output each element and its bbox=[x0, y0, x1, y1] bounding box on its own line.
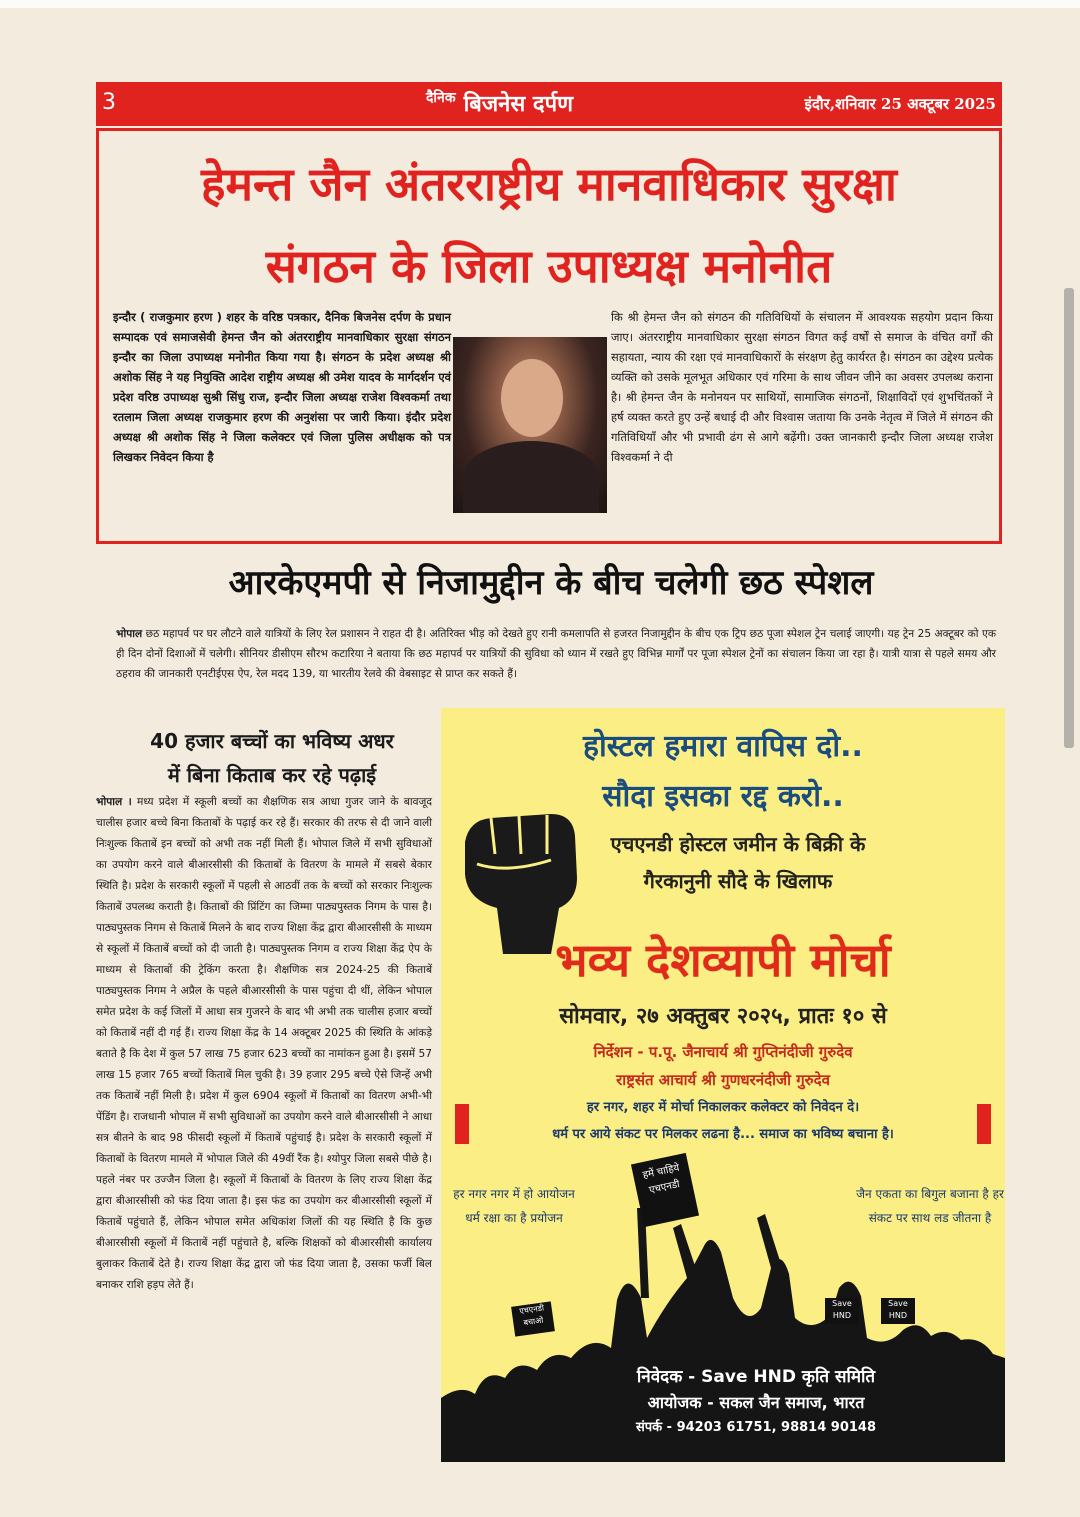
portrait-photo bbox=[453, 337, 607, 513]
poster-date: सोमवार, २७ अक्तुबर २०२५, प्रातः १० से bbox=[559, 1004, 887, 1029]
poster-right-text: जैन एकता का बिगुल बजाना है हर संकट पर साथ लड जीतना है bbox=[856, 1187, 1004, 1225]
newspaper-prefix: दैनिक bbox=[426, 90, 456, 106]
page-top-edge bbox=[0, 0, 1080, 8]
protest-poster bbox=[441, 708, 1005, 1462]
page-number: 3 bbox=[102, 90, 116, 115]
poster-line2: सौदा इसका रद्द करो.. bbox=[602, 779, 844, 814]
article3-dateline: भोपाल । bbox=[96, 796, 132, 808]
newspaper-title: बिजनेस दर्पण bbox=[463, 92, 574, 117]
poster-appeal2: धर्म पर आये संकट पर मिलकर लढना है... समाज का भविष्य बचाना है। bbox=[552, 1127, 894, 1142]
article2-text: छठ महापर्व पर घर लौटने वाले यात्रियों के लिए रेल प्रशासन ने राहत दी है। अतिरिक्त भीड़ को देखते हुए रानी कमलापति से हजरत निजामुद्दीन के बीच एक ट्रिप छठ पूजा स्पेशल ट्रेन चलाई जाएगी। यह ट्रेन 25 अक्टूबर को एक ही दिन दोनों दिशाओं में चलेगी। सीनियर डीसीएम सौरभ कटारिया ने बताया कि छठ महापर्व पर यात्रियों की सुविधा को ध्यान में रखते हुए विभिन्न मार्गों पर पूजा स्पेशल ट्रेनों का संचालन किया जा रहा है। यात्री यात्रा से पहले समय और ठहराव की जानकारी एनटीईएस ऐप, रेल मदद 139, या भारतीय रेलवे की वेबसाइट से प्राप्त कर सकते हैं। bbox=[116, 628, 996, 680]
scrollbar[interactable] bbox=[1064, 288, 1074, 748]
newspaper-name bbox=[426, 88, 573, 118]
article1-column-right: कि श्री हेमन्त जैन को संगठन की गतिविधियों के संचालन में आवश्यक सहयोग प्रदान किया जाए। अंतरराष्ट्रीय मानवाधिकार सुरक्षा संगठन विगत कई वर्षों से समाज के वंचित वर्गों की सहायता, न्याय की रक्षा एवं मानवाधिकारों के संरक्षण हेतु कार्यरत है। संगठन का उद्देश्य प्रत्येक व्यक्ति को उसके मूलभूत अधिकार एवं गरिमा के साथ जीवन जीने का अवसर उपलब्ध कराना है। श्री हेमन्त जैन के मनोनयन पर साथियों, सामाजिक संगठनों, शिक्षाविदों एवं शुभचिंतकों ने हर्ष व्यक्त करते हुए उन्हें बधाई दी और विश्वास जताया कि उनके नेतृत्व में जिले में संगठन की गतिविधियाँ और भी प्रभावी ढंग से आगे बढ़ेंगी। उक्त जानकारी इन्दौर जिला अध्यक्ष राजेश विश्वकर्मा ने दी bbox=[611, 310, 993, 464]
article2-body bbox=[116, 624, 996, 684]
placard-save-hnd-2: Save HND bbox=[881, 1298, 915, 1324]
poster-guide1: निर्देशन - प.पू. जैनाचार्य श्री गुप्तिनंदीजी गुरुदेव bbox=[593, 1043, 853, 1061]
poster-appeal1: हर नगर, शहर में मोर्चा निकालकर कलेक्टर को निवेदन दे। bbox=[586, 1100, 860, 1115]
protest-sign: हमें चाहिये एचएनडी bbox=[631, 1153, 699, 1227]
poster-left-text: हर नगर नगर में हो आयोजन धर्म रक्षा का है प्रयोजन bbox=[453, 1187, 575, 1225]
article1-column-left: इन्दौर ( राजकुमार हरण ) शहर के वरिष्ठ पत्रकार, दैनिक बिजनेस दर्पण के प्रधान सम्पादक एवं समाजसेवी हेमन्त जैन को अंतरराष्ट्रीय मानवाधिकार सुरक्षा संगठन इन्दौर का जिला उपाध्यक्ष मनोनीत किया गया है। संगठन के प्रदेश अध्यक्ष श्री अशोक सिंह ने यह नियुक्ति आदेश राष्ट्रीय अध्यक्ष श्री उमेश यादव के मार्गदर्शन एवं प्रदेश वरिष्ठ उपाध्यक्ष सुश्री सिंधु राज, इन्दौर जिला अध्यक्ष राजेश विश्वकर्मा तथा रतलाम जिला अध्यक्ष राजकुमार हरण की अनुशंसा पर जारी किया। इंदौर प्रदेश अध्यक्ष श्री अशोक सिंह ने जिला कलेक्टर एवं जिला पुलिस अधीक्षक को पत्र लिखकर निवेदन किया है bbox=[113, 310, 451, 464]
placard-save-hnd-1: Save HND bbox=[825, 1298, 859, 1324]
poster-slogan bbox=[441, 722, 1005, 822]
right-red-bar bbox=[977, 1104, 991, 1144]
edition-date: इंदौर,शनिवार 25 अक्टूबर 2025 bbox=[804, 95, 996, 113]
poster-guide2: राष्ट्रसंत आचार्य श्री गुणधरनंदीजी गुरुदेव bbox=[616, 1071, 830, 1089]
masthead bbox=[96, 82, 1002, 126]
article1-headline bbox=[99, 143, 999, 307]
article1-headline-line2: संगठन के जिला उपाध्यक्ष मनोनीत bbox=[265, 239, 833, 293]
article3-headline bbox=[104, 724, 440, 792]
poster-contact: संपर्क - 94203 61751, 98814 90148 bbox=[635, 1420, 877, 1435]
poster-line3: एचएनडी होस्टल जमीन के बिक्री के bbox=[610, 832, 866, 856]
poster-guidance bbox=[441, 1038, 1005, 1094]
article-hemant-jain bbox=[96, 128, 1002, 544]
portrait-face bbox=[501, 359, 563, 437]
left-red-bar bbox=[455, 1104, 469, 1144]
article3-text: मध्य प्रदेश में स्कूली बच्चों का शैक्षणिक सत्र आधा गुजर जाने के बावजूद चालीस हजार बच्चे बिना किताबों के पढ़ाई कर रहे हैं। सरकार की तरफ से दी जाने वाली निःशुल्क किताबें इन बच्चों को अभी तक नहीं मिली हैं। भोपाल जिले में सभी सुविधाओं का उपयोग करने वाले बीआरसीसी की किताबों के वितरण के मामले में सबसे बेकार स्थिति है। प्रदेश के सरकारी स्कूलों में पहली से आठवीं तक के बच्चों को सरकार निःशुल्क किताबें उपलब्ध कराती है। किताबों की प्रिंटिंग का जिम्मा पाठ्यपुस्तक निगम के पास है। पाठ्यपुस्तक निगम से किताबें मिलने के बाद राज्य शिक्षा केंद्र द्वारा बीआरसीसी के माध्यम से स्कूलों में किताबें बच्चों को दी जाती है। पाठ्यपुस्तक निगम व राज्य शिक्षा केंद्र ऐप के माध्यम से किताबों की ट्रेकिंग करता है। शैक्षणिक सत्र 2024-25 की किताबें पाठ्यपुस्तक निगम ने अप्रैल के पहले बीआरसीसी के पास पहुंचा दी थीं, लेकिन भोपाल समेत प्रदेश के कई जिलों में आधा सत्र गुजरने के बाद भी अभी तक चालीस हजार बच्चों को किताबें नहीं दी गई हैं। राज्य शिक्षा केंद्र के 14 अक्टूबर 2025 की स्थिति के आंकड़े बताते है कि देश में कुल 57 लाख 75 हजार 623 बच्चों का नामांकन हुआ है। इसमें 57 लाख 15 हजार 765 बच्चों किताबें मिल चुकी है। 39 हजार 295 बच्चे ऐसे जिन्हें अभी तक किताबें नहीं मिली है। प्रदेश में कुल 6904 स्कूलों में किताबों का वितरण अभी-भी पेंडिंग है। राजधानी भोपाल में सभी सुविधाओं का उपयोग करने वाले बीआरसीसी ने आधा सत्र बीतने के बाद 98 फीसदी स्कूलों में किताबें पहुंचाई है। प्रदेश के सरकारी स्कूलों में किताबों के वितरण मामले में भोपाल जिले की 49वीं रैंक है। श्योपुर जिला सबसे पीछे है। पहले नंबर पर उज्जैन जिला है। स्कूलों में किताबों के वितरण के लिए राज्य शिक्षा केंद्र द्वारा बीआरसीसी को फंड दिया जाता है। इस फंड का उपयोग कर बीआरसीसी स्कूलों में किताबें पहुंचाते हैं, लेकिन भोपाल समेत अधिकांश जिलों की यह स्थिति है कि कुछ बीआरसीसी स्कूलों में किताबें नहीं पहुंचाते है, बल्कि शिक्षकों को बीआरसीसी कार्यालय बुलाकर किताबें देते है। राज्य शिक्षा केंद्र द्वारा जो फंड दिया जाता है, उसका फर्जी बिल बनाकर राशि हड़प लेते हैं। bbox=[96, 796, 432, 1291]
poster-line4: गैरकानुनी सौदे के खिलाफ bbox=[643, 869, 833, 893]
article2-headline: आरकेएमपी से निजामुद्दीन के बीच चलेगी छठ स्पेशल bbox=[228, 563, 874, 603]
article1-headline-line1: हेमन्त जैन अंतरराष्ट्रीय मानवाधिकार सुरक्षा bbox=[201, 157, 897, 211]
poster-title: भव्य देशव्यापी मोर्चा bbox=[555, 933, 891, 987]
article2-dateline: भोपाल bbox=[116, 628, 143, 640]
article3-body bbox=[96, 792, 432, 1296]
poster-appeal bbox=[471, 1094, 975, 1148]
article3-headline-line2: में बिना किताब कर रहे पढ़ाई bbox=[167, 763, 377, 787]
poster-subtitle bbox=[441, 826, 1005, 900]
poster-petitioner: निवेदक - Save HND कृति समिति bbox=[636, 1367, 876, 1387]
poster-line1: होस्टल हमारा वापिस दो.. bbox=[583, 729, 863, 764]
portrait-body bbox=[463, 441, 599, 513]
poster-organizer: आयोजक - सकल जैन समाज, भारत bbox=[647, 1393, 865, 1412]
poster-footer bbox=[521, 1364, 991, 1440]
placard-hnd-bachao: एचएनडी बचाओ bbox=[511, 1301, 555, 1336]
article3-headline-line1: 40 हजार बच्चों का भविष्य अधर bbox=[150, 729, 394, 753]
